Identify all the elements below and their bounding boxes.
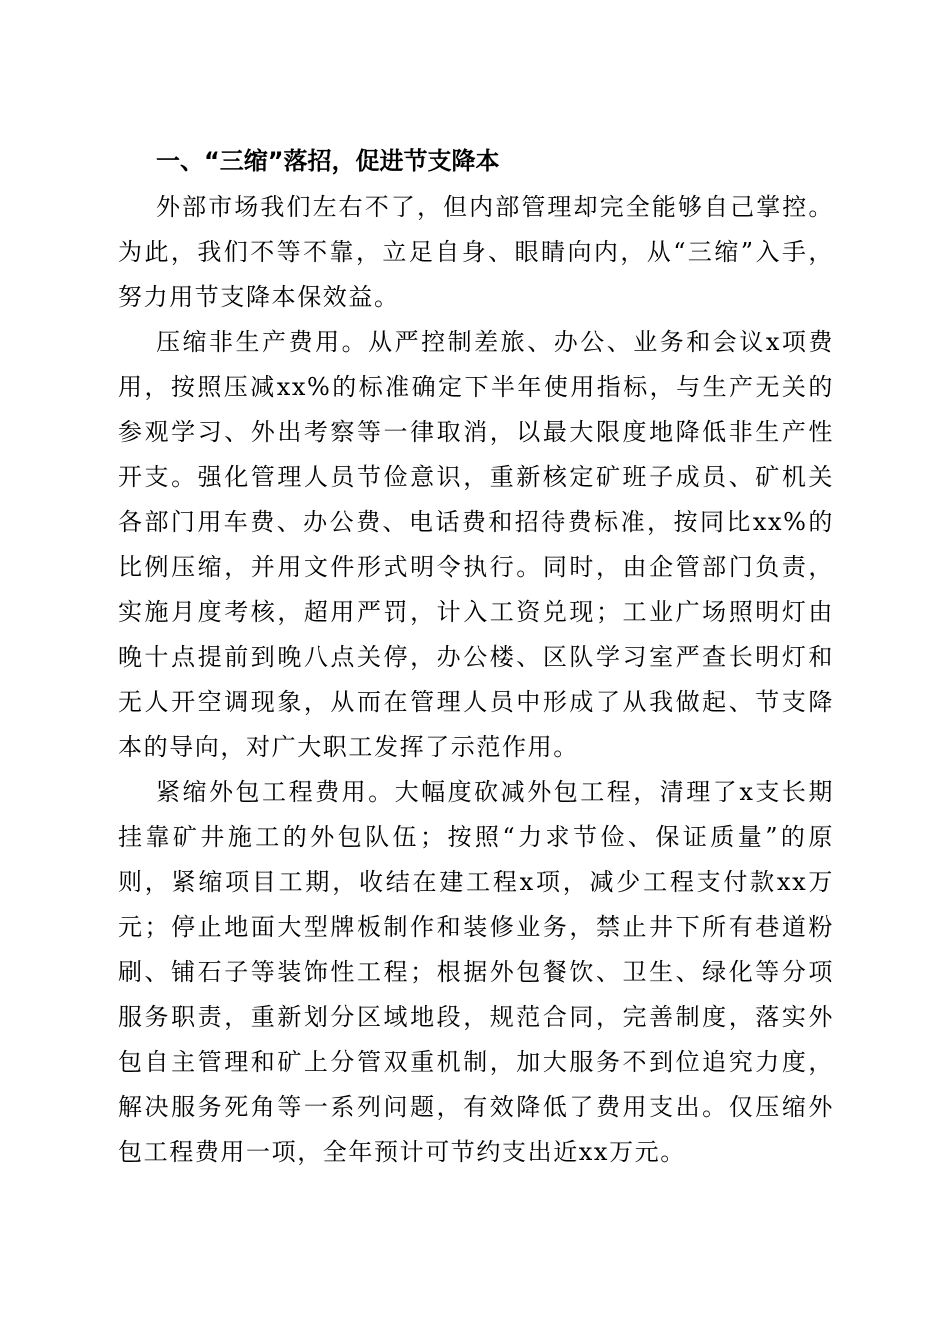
section-heading: 一、“三缩”落招，促进节支降本	[156, 147, 500, 175]
paragraph-non-production-costs: 压缩非生产费用。从严控制差旅、办公、业务和会议x项费用，按照压减xx%的标准确定下半年使用指标，与生产无关的参观学习、外出考察等一律取消，以最大限度地降低非生产性开支。强化管理人员节俭意识，重新核定矿班子成员、矿机关各部门用车费、办公费、电话费和招待费标准，按同比xx%的比例压缩，并用文件形式明令执行。同时，由企管部门负责，实施月度考核，超用严罚，计入工资兑现；工业广场照明灯由晚十点提前到晚八点关停，办公楼、区队学习室严查长明灯和无人开空调现象，从而在管理人员中形成了从我做起、节支降本的导向，对广大职工发挥了示范作用。	[118, 328, 834, 761]
paragraph-outsourcing-costs: 紧缩外包工程费用。大幅度砍减外包工程，清理了x支长期挂靠矿井施工的外包队伍；按照“力求节俭、保证质量”的原则，紧缩项目工期，收结在建工程x项，减少工程支付款xx万元；停止地面大型牌板制作和装修业务，禁止井下所有巷道粉刷、铺石子等装饰性工程；根据外包餐饮、卫生、绿化等分项服务职责，重新划分区域地段，规范合同，完善制度，落实外包自主管理和矿上分管双重机制，加大服务不到位追究力度，解决服务死角等一系列问题，有效降低了费用支出。仅压缩外包工程费用一项，全年预计可节约支出近xx万元。	[118, 778, 834, 1166]
document-body	[118, 138, 834, 1175]
paragraph-intro: 外部市场我们左右不了，但内部管理却完全能够自己掌控。为此，我们不等不靠，立足自身、眼睛向内，从“三缩”入手，努力用节支降本保效益。	[118, 193, 834, 311]
